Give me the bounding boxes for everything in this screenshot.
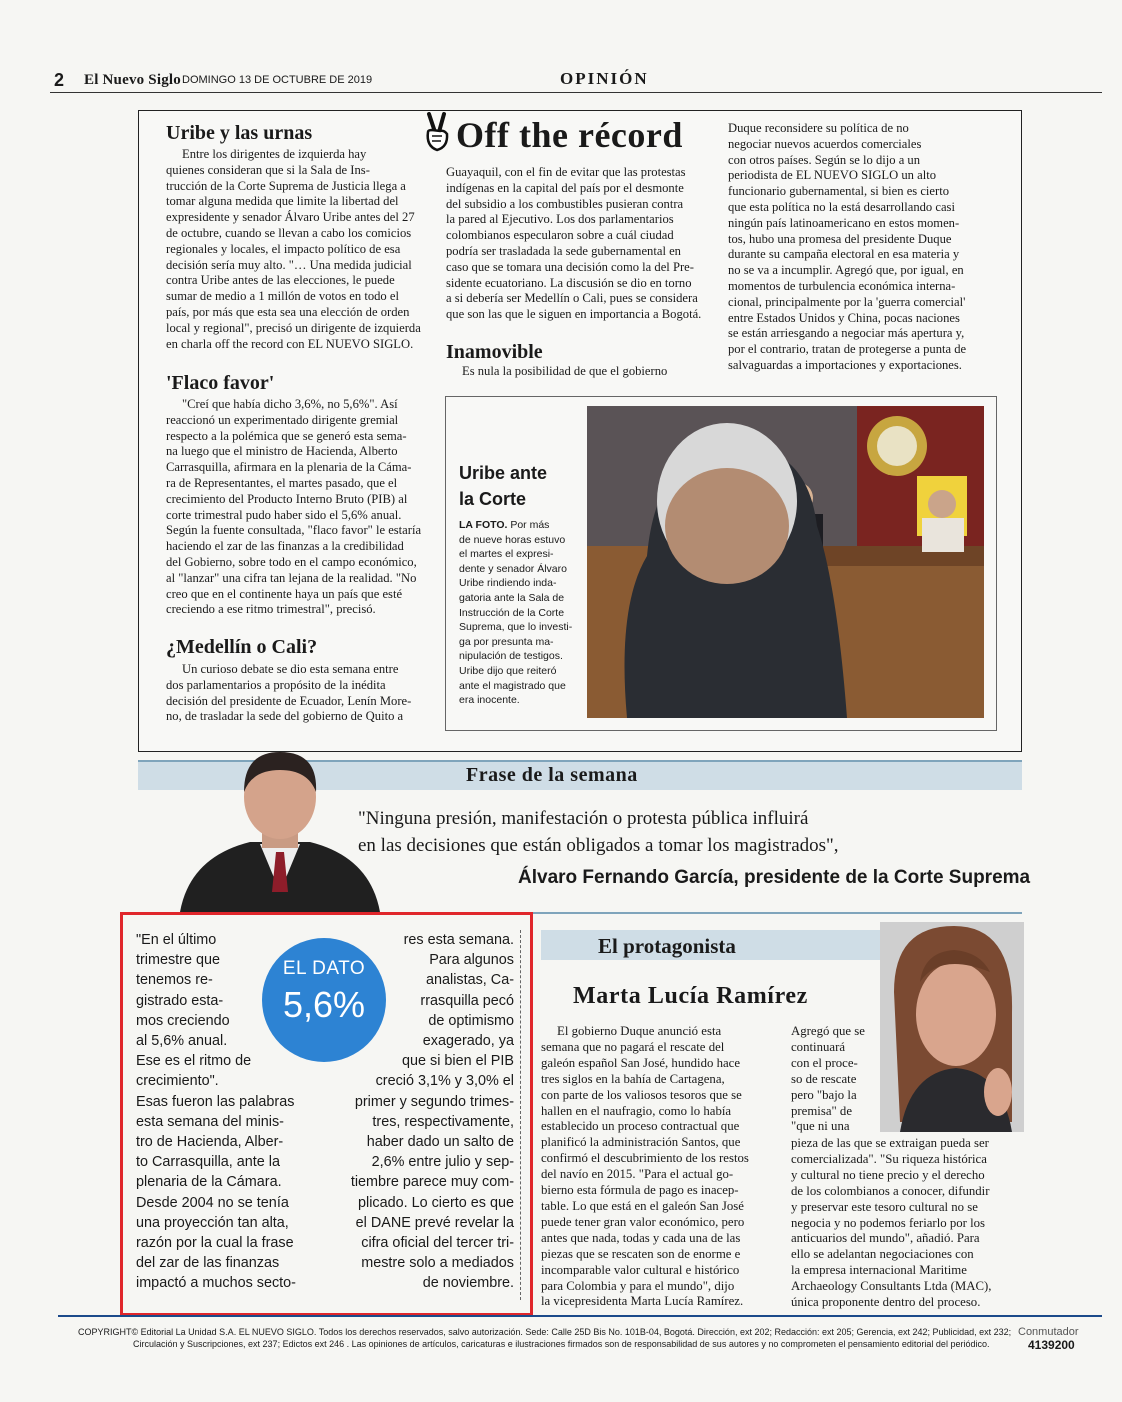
article-line: se están arriesgando a negociar más apertura y, bbox=[728, 326, 965, 341]
off-the-record-title: Off the récord bbox=[456, 115, 683, 155]
conmutador-number: 4139200 bbox=[1028, 1338, 1075, 1352]
dato-line: Desde 2004 no se tenía bbox=[136, 1194, 289, 1211]
protagonista-article-col2-top bbox=[791, 1024, 883, 1135]
dato-line: de optimismo bbox=[428, 1012, 514, 1029]
article-line: crecimiento del Producto Interno Bruto (PIB) al bbox=[166, 491, 408, 506]
protagonista-article-col2 bbox=[791, 1136, 1023, 1311]
caption-line: Suprema, que lo investi- bbox=[459, 621, 573, 634]
dato-line: haber dado un salto de bbox=[366, 1134, 514, 1151]
article-line: de los colombianos a conocer, difundir bbox=[791, 1183, 990, 1198]
article-line: quienes consideran que si la Sala de Ins- bbox=[166, 162, 370, 177]
dato-line: crecimiento". bbox=[136, 1073, 219, 1090]
article-line: durante su campaña electoral en esa materia y bbox=[728, 247, 960, 262]
caption-line: de nueve horas estuvo bbox=[459, 533, 566, 546]
caption-text: Por más bbox=[507, 519, 550, 531]
dato-line: tenemos re- bbox=[136, 972, 213, 989]
dato-line: Ese es el ritmo de bbox=[136, 1053, 252, 1070]
dato-line: res esta semana. bbox=[403, 932, 514, 948]
caption-line: gatoria ante la Sala de bbox=[459, 591, 565, 604]
caption-line: el martes el expresi- bbox=[459, 548, 554, 561]
article-line: Archaeology Consultants Ltda (MAC), bbox=[791, 1279, 992, 1294]
dato-line: analistas, Ca- bbox=[426, 972, 514, 989]
caption-line: nipulación de testigos. bbox=[459, 650, 563, 663]
victory-hand-icon bbox=[420, 112, 454, 152]
dato-line: del zar de las finanzas bbox=[136, 1255, 280, 1272]
caption-line: Uribe dijo que reiteró bbox=[459, 664, 557, 677]
dato-line: plenaria de la Cámara. bbox=[136, 1174, 282, 1191]
dato-line: razón por la cual la frase bbox=[136, 1235, 294, 1252]
article-line: premisa" de bbox=[791, 1103, 853, 1118]
el-dato-badge bbox=[262, 938, 386, 1062]
dato-line: que si bien el PIB bbox=[402, 1053, 514, 1070]
protagonista-title: El protagonista bbox=[598, 934, 736, 958]
dato-line: esta semana del minis- bbox=[136, 1113, 284, 1130]
protagonista-photo bbox=[880, 922, 1024, 1132]
protagonista-article-col1 bbox=[541, 1024, 773, 1310]
article-line: por el contrario, tratan de protegerse a punta de bbox=[728, 342, 967, 357]
article-line: na luego que el ministro de Hacienda, Alberto bbox=[166, 444, 398, 459]
dato-line: el DANE prevé revelar la bbox=[355, 1214, 514, 1231]
dato-line: creció 3,1% y 3,0% el bbox=[375, 1073, 514, 1090]
article-line: antes que nada, todas y cada una de las bbox=[541, 1230, 741, 1245]
article-line: con parte de los valiosos tesoros que se bbox=[541, 1087, 742, 1102]
dato-divider bbox=[520, 930, 521, 1300]
dato-line: exagerado, ya bbox=[422, 1033, 514, 1050]
dato-line: de noviembre. bbox=[422, 1275, 514, 1292]
el-dato-label: EL DATO bbox=[282, 958, 366, 979]
article-line: Guayaquil, con el fin de evitar que las protestas bbox=[446, 165, 686, 179]
frase-title: Frase de la semana bbox=[466, 764, 638, 786]
article-line: Agregó que se bbox=[791, 1024, 865, 1038]
article-line: país, por más que esta sea una elección de orden bbox=[166, 304, 410, 319]
frase-author: Álvaro Fernando García, presidente de la Corte Suprema bbox=[518, 867, 1031, 888]
article-line: la vicepresidenta Marta Lucía Ramírez. bbox=[541, 1294, 744, 1309]
article-line: tomar alguna medida que limite la libertad del bbox=[166, 194, 399, 209]
photo-caption bbox=[459, 518, 579, 708]
article-line: anticuarios del mundo", añadió. Para bbox=[791, 1231, 980, 1246]
article-line: no se va a incumplir. Agregó que, por igual, en bbox=[728, 263, 964, 278]
court-photo bbox=[587, 406, 984, 718]
article-line: para Colombia y para el mundo", dijo bbox=[541, 1278, 735, 1293]
dato-line: rrasquilla pecó bbox=[420, 992, 514, 1009]
caption-line: Uribe rindiendo inda- bbox=[459, 577, 557, 590]
article-line: regionales y locales, el impacto político de esa bbox=[166, 241, 401, 256]
caption-line: Instrucción de la Corte bbox=[459, 606, 565, 619]
issue-date: DOMINGO 13 DE OCTUBRE DE 2019 bbox=[182, 74, 373, 86]
dato-line: trimestre que bbox=[136, 952, 220, 969]
article-line: del navío en 2015. "Para el actual go- bbox=[541, 1167, 734, 1182]
article-line: momentos de turbulencia económica interna- bbox=[728, 278, 956, 293]
dato-line: gistrado esta- bbox=[136, 992, 224, 1009]
article-line: caso que se tomara una decisión como la del Pre- bbox=[446, 259, 694, 274]
article-line: ra de Representantes, el martes pasado, que el bbox=[166, 475, 398, 490]
dato-line: mos creciendo bbox=[136, 1012, 230, 1029]
article-uribe-urnas bbox=[166, 147, 432, 352]
article-line: establecido un proceso contractual que bbox=[541, 1119, 740, 1134]
article-line: hallen en el naufragio, como lo había bbox=[541, 1103, 732, 1118]
article-line: en charla off the record con EL NUEVO SIGLO. bbox=[166, 336, 414, 351]
article-line: tres siglos en la bahía de Cartagena, bbox=[541, 1071, 725, 1086]
article-line: contra Uribe antes de las elecciones, le puede bbox=[166, 273, 395, 288]
dato-line: tres, respectivamente, bbox=[372, 1113, 514, 1130]
article-line: que esta política no la está desarrollando casi bbox=[728, 199, 955, 214]
article-line: Duque reconsidere su política de no bbox=[728, 121, 909, 135]
dato-line: Esas fueron las palabras bbox=[136, 1093, 295, 1110]
article-line: la pared al Ejecutivo. Los dos parlamentarios bbox=[446, 212, 674, 227]
dato-line: "En el último bbox=[136, 932, 217, 948]
article-line: haciendo el zar de las finanzas a la credibilidad bbox=[166, 539, 404, 554]
article-line: galeón español San José, hundido hace bbox=[541, 1055, 741, 1070]
article-line: puede tener gran valor económico, pero bbox=[541, 1214, 745, 1229]
article-line: salvaguardas a importaciones y exportaciones. bbox=[728, 357, 962, 372]
article-line: creciendo a ese ritmo trimestral", precisó. bbox=[166, 602, 376, 617]
article-line: corte trimestral pudo haber sido el 5,6% anual. bbox=[166, 507, 402, 522]
article-line: ningún país latinoamericano en estos momen- bbox=[728, 215, 960, 230]
article-line: expresidente y senador Álvaro Uribe antes del 27 bbox=[166, 210, 415, 225]
heading-flaco-favor: 'Flaco favor' bbox=[166, 372, 275, 394]
article-line: negociar nuevos acuerdos comerciales bbox=[728, 136, 922, 151]
article-line: funcionario gubernamental, si bien es cierto bbox=[728, 184, 950, 199]
article-line: semana que no pagará el rescate del bbox=[541, 1039, 725, 1054]
article-line: continuará bbox=[791, 1039, 846, 1054]
footer-copyright: COPYRIGHT© Editorial La Unidad S.A. EL NUEVO SIGLO. Todos los derechos reservados, salvo autorización. Sede: Calle 25D Bis No. 101B-04, Bogotá. Dirección, ext 202; Redacción: ext 205; Gerencia, ext 242; Publicidad, ext 232; bbox=[78, 1327, 1012, 1337]
caption-line: era inocente. bbox=[459, 694, 520, 707]
dato-line: primer y segundo trimes- bbox=[354, 1093, 514, 1110]
caption-line: ante el magistrado que bbox=[459, 679, 566, 692]
article-line: sidente ecuatoriano. La discusión se dio en torno bbox=[446, 275, 692, 290]
article-line: que son las que le siguen en importancia a Bogotá. bbox=[446, 307, 702, 322]
article-line: con el proce- bbox=[791, 1055, 858, 1070]
article-line: indígenas en la capital del país por el desmonte bbox=[446, 180, 684, 195]
photo-title: Uribe ante la Corte bbox=[459, 463, 548, 509]
article-line: dos parlamentarios a propósito de la inédita bbox=[166, 677, 386, 692]
caption-line: dente y senador Álvaro bbox=[459, 562, 567, 575]
article-line: piezas que se rescaten son de enorme e bbox=[541, 1246, 741, 1261]
author-portrait bbox=[180, 752, 380, 912]
article-line: table. Lo que está en el galeón San José bbox=[541, 1198, 744, 1213]
article-line: de octubre, cuando se llevan a cabo los comicios bbox=[166, 225, 412, 240]
article-line: pero "bajo la bbox=[791, 1087, 857, 1102]
caption-lead: LA FOTO. bbox=[459, 519, 508, 531]
protagonista-name: Marta Lucía Ramírez bbox=[573, 983, 808, 1009]
conmutador-label: Conmutador bbox=[1018, 1326, 1079, 1338]
article-line: "Creí que había dicho 3,6%, no 5,6%". Así bbox=[182, 397, 398, 411]
article-line: trucción de la Corte Suprema de Justicia llega a bbox=[166, 178, 406, 193]
article-line: la empresa internacional Maritime bbox=[791, 1263, 967, 1278]
article-line: y cultural no tiene precio y el derecho bbox=[791, 1167, 985, 1182]
article-line: al "lanzar" una cifra tan lejana de la realidad. "No bbox=[166, 570, 417, 585]
dato-line: cifra oficial del tercer tri- bbox=[361, 1235, 514, 1252]
article-line: comercializada". "Su riqueza histórica bbox=[791, 1151, 987, 1166]
article-line: tos, hubo una promesa del presidente Duque bbox=[728, 231, 952, 246]
article-line: "que ni una bbox=[791, 1119, 850, 1134]
article-line: entre Estados Unidos y China, pocas naciones bbox=[728, 310, 960, 325]
article-flaco-favor bbox=[166, 397, 432, 618]
article-line: Según la fuente consultada, "flaco favor" le estaría bbox=[166, 523, 422, 538]
article-line: so de rescate bbox=[791, 1071, 857, 1086]
caption-line: ga por presunta ma- bbox=[459, 635, 554, 648]
dato-line: Para algunos bbox=[429, 952, 514, 969]
article-line: no, de trasladar la sede del gobierno de Quito a bbox=[166, 709, 404, 724]
article-line: sumar de medio a 1 millón de votos en todo el bbox=[166, 289, 399, 304]
article-line: periodista de EL NUEVO SIGLO un alto bbox=[728, 168, 936, 183]
article-line: decisión sería muy alto. "… Una medida judicial bbox=[166, 257, 412, 272]
article-line: podría ser trasladada la sede gubernamental en bbox=[446, 243, 681, 258]
header-rule bbox=[50, 92, 1102, 93]
el-dato-value: 5,6% bbox=[282, 984, 366, 1025]
dato-line: una proyección tan alta, bbox=[136, 1214, 289, 1231]
article-line: del Gobierno, sobre todo en el campo económico, bbox=[166, 554, 417, 569]
article-line: El gobierno Duque anunció esta bbox=[557, 1024, 722, 1038]
article-inamovible: Es nula la posibilidad de que el gobierno bbox=[462, 364, 668, 378]
article-line: decisión del presidente de Ecuador, Lenín More- bbox=[166, 693, 412, 708]
article-line: confirmó el descubrimiento de los restos bbox=[541, 1151, 749, 1166]
article-line: negocia y no podemos feriarlo por los bbox=[791, 1215, 986, 1230]
dato-line: al 5,6% anual. bbox=[136, 1033, 228, 1050]
article-line: Carrasquilla, afirmara en la plenaria de la Cáma- bbox=[166, 460, 412, 475]
article-line: incomparable valor cultural e histórico bbox=[541, 1262, 740, 1277]
heading-medellin-cali: ¿Medellín o Cali? bbox=[166, 636, 318, 658]
article-line: a si debería ser Medellín o Cali, pues se considera bbox=[446, 291, 698, 306]
heading-inamovible: Inamovible bbox=[446, 341, 543, 363]
article-line: y preservar este tesoro cultural no se bbox=[791, 1199, 978, 1214]
dato-line: tro de Hacienda, Alber- bbox=[136, 1134, 284, 1151]
article-inamovible-continued bbox=[728, 121, 994, 374]
heading-uribe-urnas: Uribe y las urnas bbox=[166, 122, 313, 144]
newspaper-name: El Nuevo Siglo bbox=[84, 72, 181, 88]
article-line: única proponente dentro del proceso. bbox=[791, 1295, 981, 1310]
article-line: creo que en el continente haya un país que esté bbox=[166, 586, 403, 601]
caption-line bbox=[459, 518, 579, 533]
dato-line: plicado. Lo cierto es que bbox=[358, 1194, 514, 1211]
dato-line: tiembre parece muy com- bbox=[350, 1174, 514, 1191]
article-line: con otros países. Según se lo dijo a un bbox=[728, 152, 921, 167]
footer-disclaimer: Circulación y Suscripciones, ext 237; Edictos ext 246 . Las opiniones de artículos, caricaturas e ilustraciones firmados son de responsabilidad de sus autores y no comprometen el pensamiento editorial del periódico. bbox=[133, 1339, 990, 1349]
dato-line: mestre solo a mediados bbox=[361, 1255, 514, 1272]
footer-rule bbox=[58, 1315, 1102, 1317]
article-line: Un curioso debate se dio esta semana entre bbox=[182, 662, 399, 676]
article-line: Entre los dirigentes de izquierda hay bbox=[182, 147, 367, 161]
article-line: cional, principalmente por la 'guerra comercial' bbox=[728, 294, 966, 309]
article-line: planificó la administración Santos, que bbox=[541, 1135, 741, 1150]
article-line: bierno esta fórmula de pago es inacep- bbox=[541, 1183, 739, 1198]
dato-line: to Carrasquilla, ante la bbox=[136, 1154, 280, 1171]
article-line: reaccionó un experimentado dirigente gremial bbox=[166, 412, 399, 427]
article-line: colombianos especularon sobre a cuál ciudad bbox=[446, 228, 674, 243]
article-line: del subsidio a los combustibles pusieran contra bbox=[446, 196, 684, 211]
section-title: OPINIÓN bbox=[560, 69, 649, 88]
article-medellin-cali bbox=[166, 662, 432, 725]
article-line: pieza de las que se extraigan pueda ser bbox=[791, 1136, 989, 1150]
dato-line: 2,6% entre julio y sep- bbox=[371, 1154, 514, 1171]
article-line: local y regional", precisó un dirigente de izquierda bbox=[166, 320, 421, 335]
dato-line: impactó a muchos secto- bbox=[136, 1275, 296, 1292]
page-number: 2 bbox=[54, 70, 65, 90]
frase-quote: "Ninguna presión, manifestación o protesta pública influirá en las decisiones que están obligados a tomar los magistrados", bbox=[358, 808, 839, 856]
article-medellin-cali-continued bbox=[446, 165, 712, 323]
article-line: respecto a la polémica que se generó esta sema- bbox=[166, 428, 407, 443]
article-line: ello se adelantan negociaciones con bbox=[791, 1247, 974, 1262]
